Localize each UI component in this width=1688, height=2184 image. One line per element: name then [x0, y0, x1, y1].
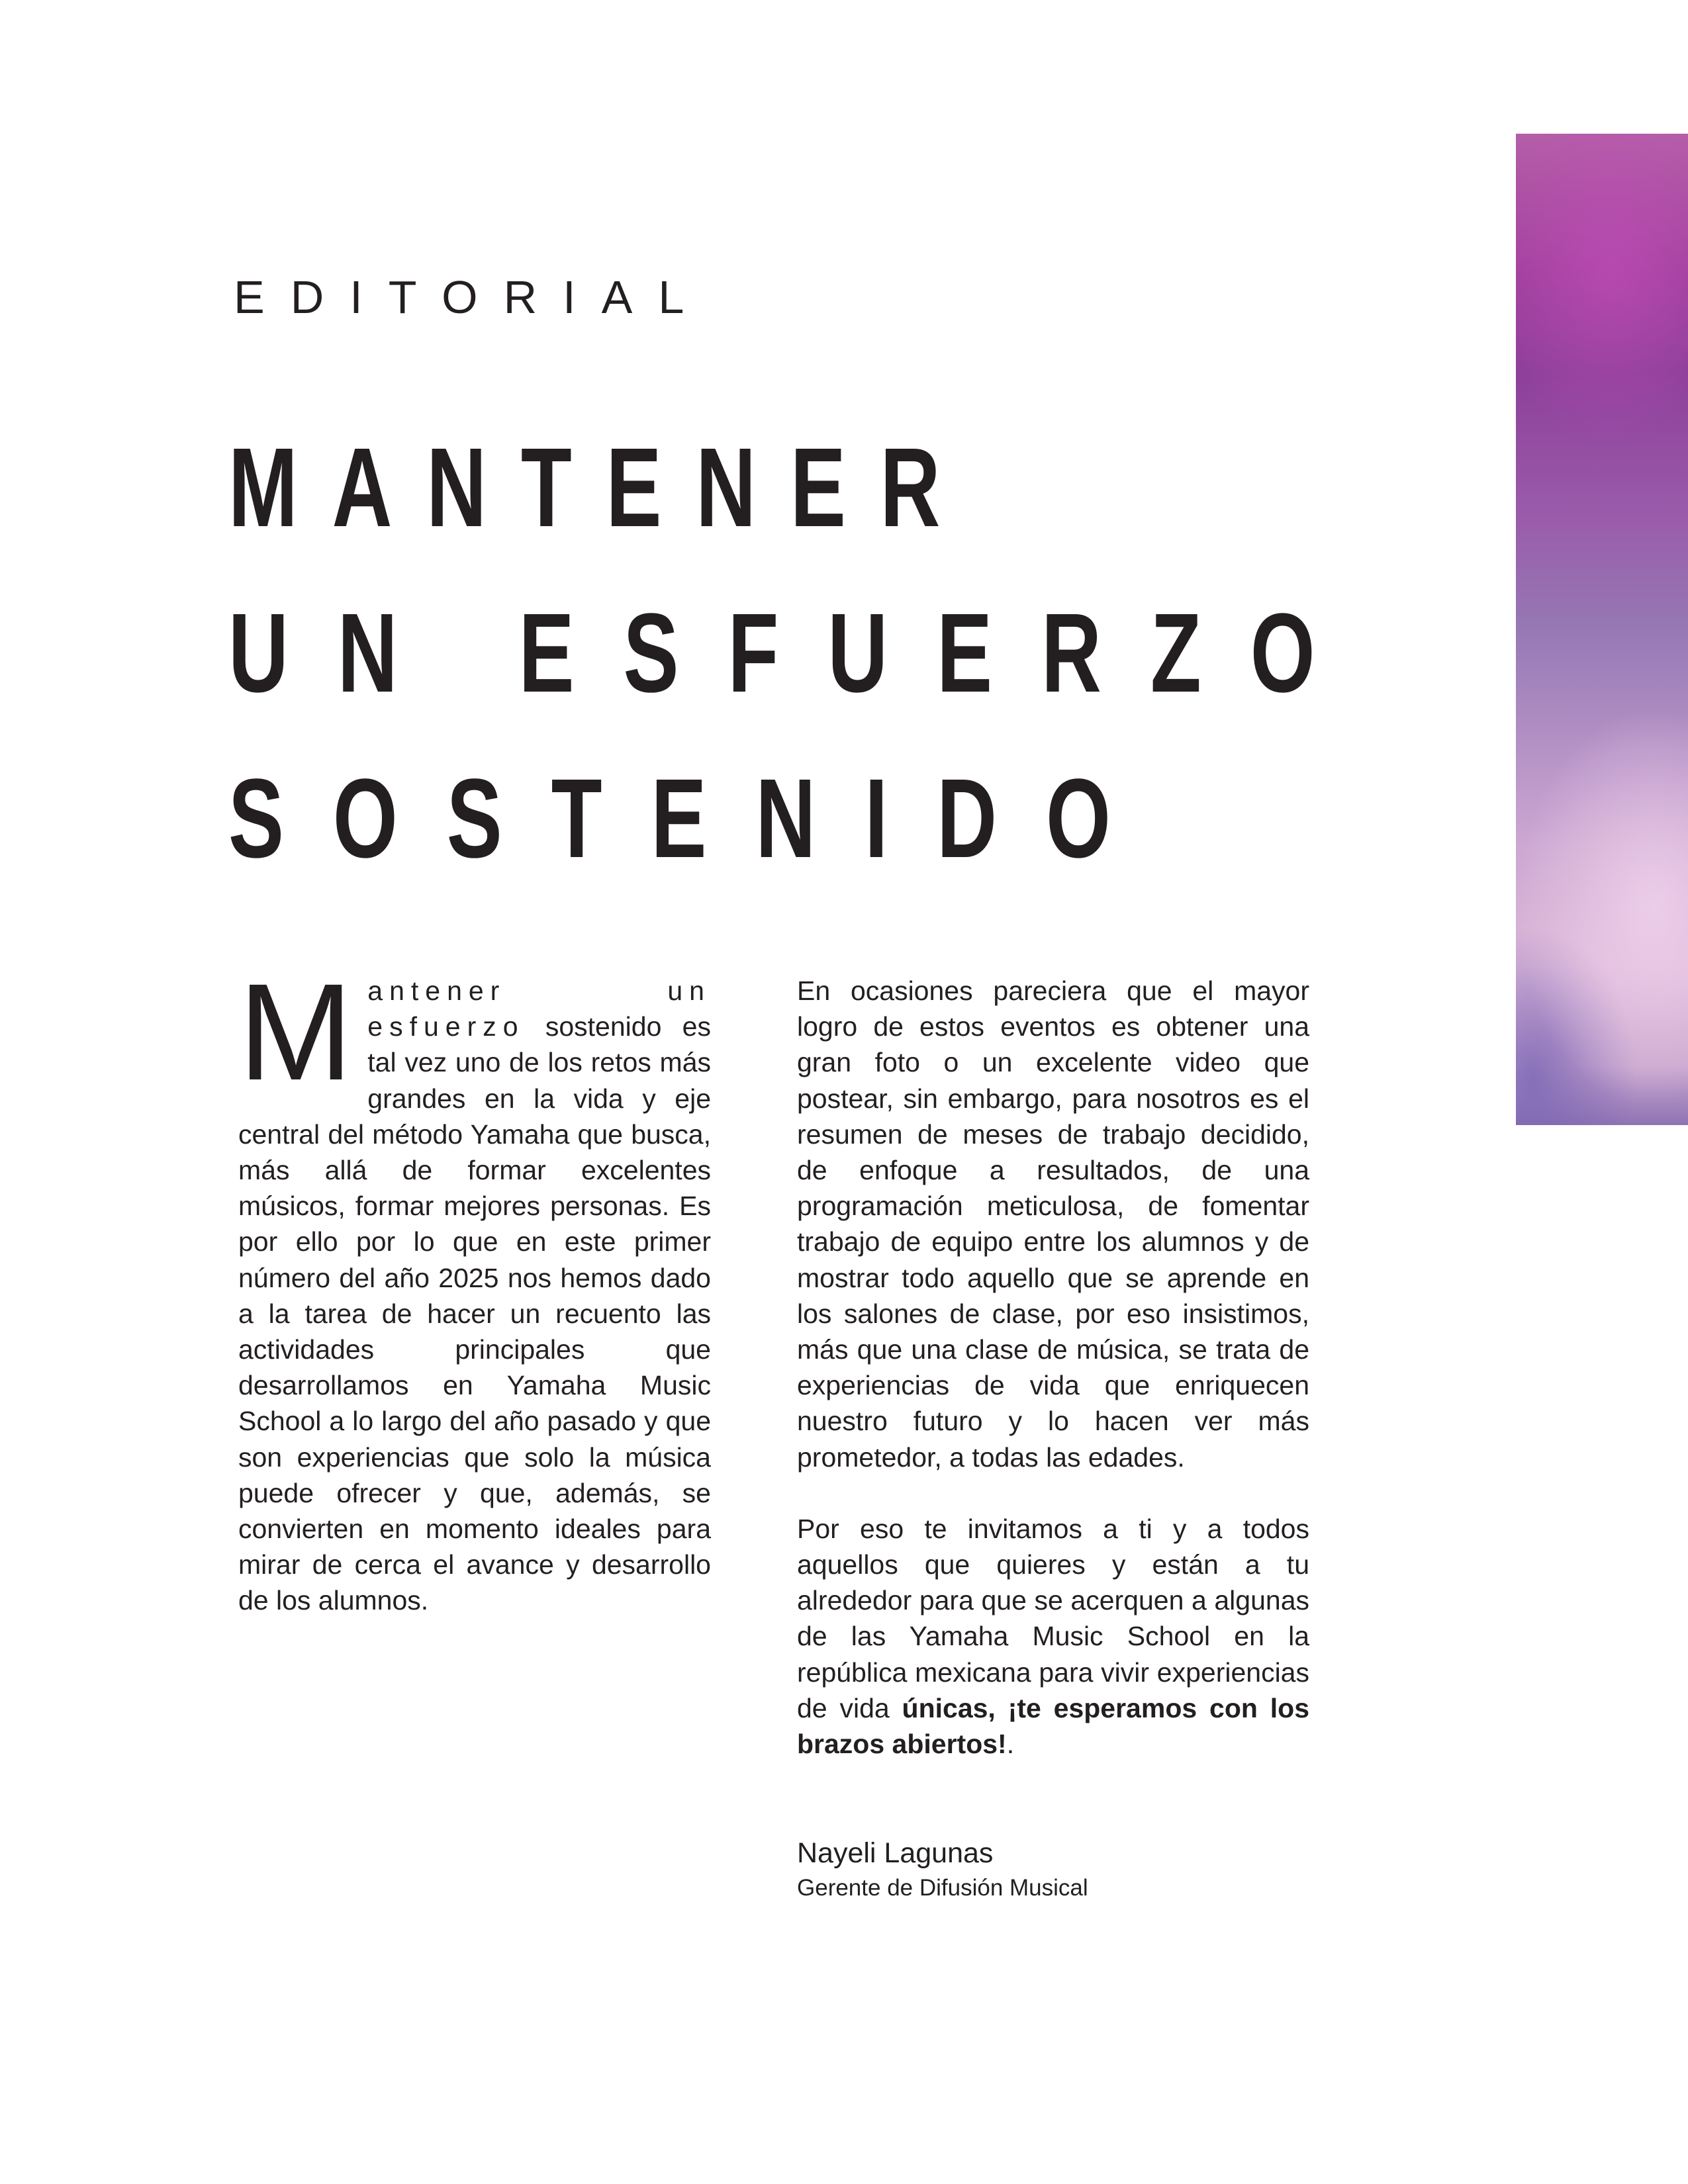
left-body-text: sostenido es tal vez uno de los retos más grandes en la vida y eje central del método Yamaha que busca, más allá de formar excelentes músicos, formar mejores personas. Es por ello por lo que en este primer número del año 2025 nos hemos dado a la tarea de hacer un recuento las actividades principales que desarrollamos en Yamaha Music School a lo largo del año pasado y que son experiencias que solo la música puede ofrecer y que, además, se convierten en momento ideales para mirar de cerca el avance y desarrollo de los alumnos. [238, 1011, 711, 1616]
headline-line-3: SOSTENIDO [228, 756, 1160, 882]
author-name: Nayeli Lagunas [797, 1837, 994, 1869]
purple-gradient-band [1516, 134, 1688, 1125]
author-role: Gerente de Difusión Musical [797, 1875, 1088, 1901]
right-paragraph-2-text: Por eso te invitamos a ti y a todos aquellos que quieres y están a tu alrededor para que se acerquen a algunas de las Yamaha Music School en la república mexicana para vivir experiencias de vida [797, 1513, 1309, 1723]
section-label: EDITORIAL [234, 271, 710, 323]
headline-line-2: UN ESFUERZO [228, 590, 1364, 716]
drop-cap: M [238, 956, 353, 1109]
headline-line-1: MANTENER [228, 425, 975, 551]
left-paragraph [238, 956, 711, 1619]
left-column [238, 956, 711, 1619]
lead-words: antener un esfuerzo [367, 976, 711, 1042]
right-paragraph-1: En ocasiones pareciera que el mayor logro de estos eventos es obtener una gran foto o un excelente video que postear, sin embargo, para nosotros es el resumen de meses de trabajo decidido, de enfoque a resultados, de una programación meticulosa, de fomentar trabajo de equipo entre los alumnos y de mostrar todo aquello que se aprende en los salones de clase, por eso insistimos, más que una clase de música, se trata de experiencias de vida que enriquecen nuestro futuro y lo hacen ver más prometedor, a todas las edades. [797, 976, 1309, 1473]
right-column [797, 973, 1309, 1762]
headline [228, 405, 1364, 901]
right-paragraph-2 [797, 1511, 1309, 1762]
closing-period: . [1006, 1729, 1015, 1760]
closing-invitation: únicas, ¡te esperamos con los brazos abiertos! [797, 1692, 1310, 1760]
